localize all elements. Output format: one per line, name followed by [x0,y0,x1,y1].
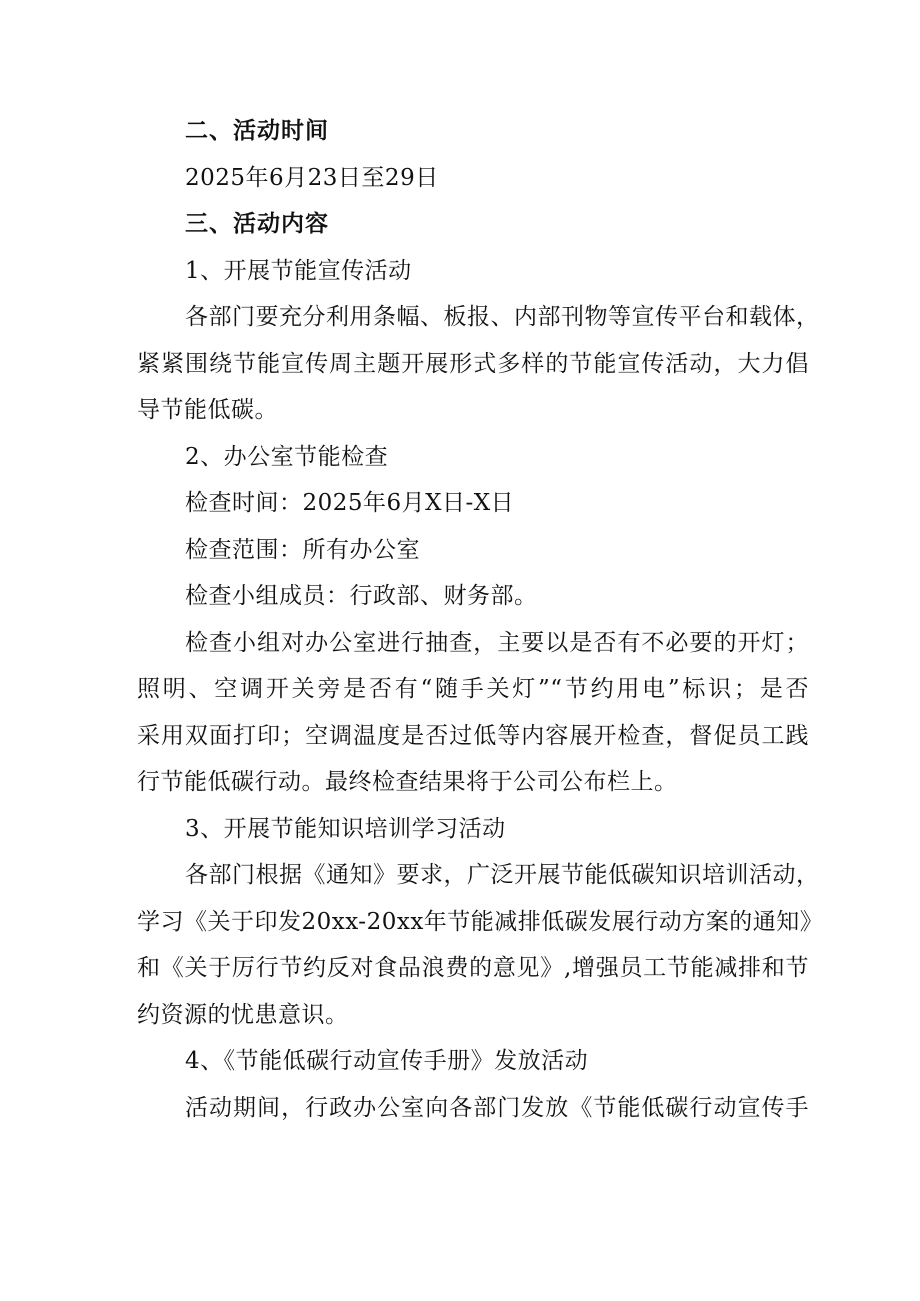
item2-line-3: 采用双面打印；空调温度是否过低等内容展开检查，督促员工践 [137,722,809,749]
item2-time: 检查时间：2025年6月X日-X日 [185,490,515,516]
document-body [137,108,824,1131]
item2-line-2: 照明、空调开关旁是否有“随手关灯”“节约用电”标识；是否 [137,676,809,702]
item1-title: 1、开展节能宣传活动 [185,257,412,284]
item3-line-4: 约资源的忧患意识。 [137,1001,349,1028]
item1-line-1: 各部门要充分利用条幅、板报、内部刊物等宣传平台和载体， [185,304,820,330]
item4-title: 4、《节能低碳行动宣传手册》发放活动 [185,1048,589,1074]
item2-scope: 检查范围：所有办公室 [185,536,420,563]
item4-line-1: 活动期间，行政办公室向各部门发放《节能低碳行动宣传手 [185,1094,809,1121]
item2-line-1: 检查小组对办公室进行抽查，主要以是否有不必要的开灯； [185,629,809,656]
section-heading-activity-time: 二、活动时间 [185,117,329,144]
item2-members: 检查小组成员：行政部、财务部。 [185,583,538,609]
item3-line-2: 学习《关于印发20xx-20xx年节能减排低碳发展行动方案的通知》 [137,908,824,935]
item2-title: 2、办公室节能检查 [185,443,389,470]
item2-line-4: 行节能低碳行动。最终检查结果将于公司公布栏上。 [137,769,678,795]
activity-time-text: 2025年6月23日至29日 [185,164,439,191]
item3-title: 3、开展节能知识培训学习活动 [185,815,506,842]
item1-line-3: 导节能低碳。 [137,397,278,423]
item1-line-2: 紧紧围绕节能宣传周主题开展形式多样的节能宣传活动，大力倡 [137,350,809,377]
section-heading-activity-content: 三、活动内容 [185,210,329,237]
item3-line-3: 和《关于厉行节约反对食品浪费的意见》,增强员工节能减排和节 [137,955,809,981]
item3-line-1: 各部门根据《通知》要求，广泛开展节能低碳知识培训活动， [185,862,820,888]
